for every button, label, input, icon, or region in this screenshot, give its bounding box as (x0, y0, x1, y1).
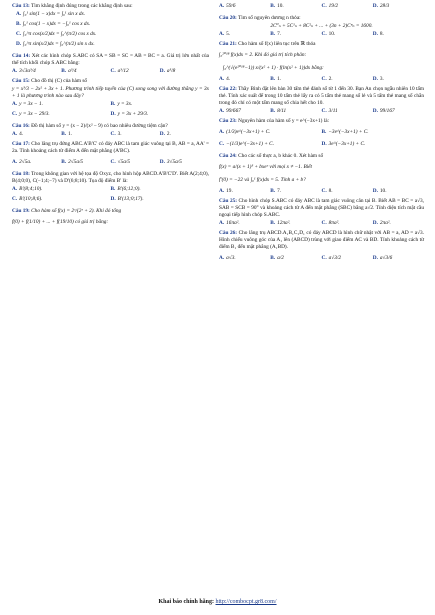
question-text-continued: y = x³/3 − 2x² + 3x + 1. Phương trình tiếp tuyến của (C) song song với đường thẳng y = 3x + 1 là phương trình nào sau đây? (12, 85, 209, 99)
answer-options (219, 31, 424, 38)
question-number: Câu 25: (219, 197, 238, 204)
question-21 (219, 41, 424, 48)
answer-option-d[interactable]: D. 3e^(−3x+1) + C. (321, 140, 366, 147)
question-text: Đồ thị hàm số y = (x − 2)/(x² − 9) có bao nhiêu đường tiệm cận? (31, 122, 168, 129)
question-17 (12, 141, 209, 155)
question-text: Nguyên hàm của hàm số y = e^(−3x+1) là: (238, 117, 330, 124)
answer-option-c[interactable]: C. ∫₀^π cos(x/2)dx = ∫₀^(π/2) cos x dx. (16, 30, 97, 37)
question-number: Câu 24: (219, 152, 237, 159)
option-text: B'(6;12;0). (117, 185, 141, 192)
option-text: 3e^(−3x+1) + C. (328, 140, 366, 147)
answer-options (12, 159, 209, 166)
option-text: 8. (379, 30, 384, 37)
answer-option-a[interactable]: A. 2√5a. (12, 158, 32, 165)
answer-option-c[interactable]: C. y = 3x − 29/3. (12, 110, 50, 117)
footer-label: Khai báo chính hãng: (158, 599, 215, 605)
answer-options (12, 131, 209, 138)
option-text: 5. (226, 30, 231, 37)
option-text: 2√5a. (19, 158, 32, 165)
answer-option-d[interactable]: D. 2. (159, 130, 171, 137)
option-text: y = 3x + 29/3. (117, 110, 149, 117)
option-text: 3. (117, 130, 122, 137)
answer-option-b[interactable]: B. y = 3x. (110, 100, 133, 107)
answer-option-a[interactable]: A. 3√3a³/4 (12, 67, 36, 74)
option-text: 3/11 (328, 107, 338, 114)
option-text: 4. (226, 75, 231, 82)
question-number: Câu 18: (12, 170, 30, 177)
option-text: 99/667 (226, 107, 241, 114)
question-26 (219, 230, 424, 251)
answer-option-b[interactable]: B. 12πa². (270, 219, 291, 226)
option-text: 1. (68, 130, 73, 137)
answer-option-c[interactable]: C. 8. (321, 187, 333, 194)
answer-option-d[interactable]: D. 3. (372, 75, 384, 82)
question-number: Câu 19: (12, 207, 30, 214)
question-14 (12, 53, 209, 67)
answer-option-c[interactable]: C. 3. (110, 130, 122, 137)
option-text: 19. (226, 187, 233, 194)
option-text: −(1/3)e^(−3x+1) + C. (226, 140, 275, 147)
answer-option-d[interactable]: D. 2πa². (372, 219, 391, 226)
option-text: a/2 (277, 254, 284, 261)
question-text: Cho lăng trụ ABCD.A₁B₁C₁D₁ có đáy ABCD là hình chữ nhật với AB = a, AD = a√3. Hình chiếu vuông góc của A₁ lên (ABCD) trùng với giao điểm AC và BD. Tính khoảng cách từ điểm B₁ đến mặt phẳng (A₁BD). (219, 229, 424, 250)
option-text: y = 3x − 1. (19, 100, 43, 107)
answer-options (219, 141, 424, 148)
question-19 (12, 208, 209, 215)
option-text: 8/11 (277, 107, 287, 114)
question-text: Cho hàm số f(x) liên tục trên ℝ thỏa (238, 40, 316, 47)
answer-option-a[interactable]: A. 4. (12, 130, 24, 137)
condition: f'(0) = −22 và ∫₀¹ f(x)dx = 5. Tính a + b? (219, 176, 306, 183)
question-22 (219, 86, 424, 107)
question-text: Tìm số nguyên dương n thỏa: (238, 14, 301, 21)
answer-options (12, 196, 209, 203)
option-text: ∫₀¹ cos(1 − x)dx = −∫₀¹ cos x dx. (22, 20, 91, 27)
answer-option-b[interactable]: B. a³/4 (61, 67, 77, 74)
option-text: ∫₀^π sin(x/2)dx = ∫₀^(π/2) sin x dx. (23, 40, 95, 47)
question-number: Câu 21: (219, 40, 237, 47)
option-text: 28/3 (379, 3, 390, 9)
formula: f(x) = a/(x + 1)³ + bxeˣ với mọi x ≠ −1. Biết (219, 163, 312, 170)
answer-option-a[interactable]: A. y = 3x − 1. (12, 100, 43, 107)
answer-option-c[interactable]: C. 8πa². (321, 219, 340, 226)
option-text: (1/3)e^(−3x+1) + C. (226, 128, 271, 135)
question-text: Trong không gian với hệ tọa độ Oxyz, cho hình hộp ABCD.A'B'C'D'. Biết A(2;4;0), B(4;0;0), C(−1;4;−7) và D'(6;8;10). Tọa độ điểm B' là: (12, 170, 209, 184)
left-column (12, 0, 209, 227)
answer-options (12, 111, 209, 118)
answer-option-a[interactable]: A. 5. (219, 30, 231, 37)
answer-option-b[interactable]: B. B'(6;12;0). (110, 185, 141, 192)
option-text: 3√5a/5 (166, 158, 182, 165)
option-text: a³/4 (68, 67, 77, 74)
question-number: Câu 17: (12, 140, 30, 147)
answer-option-d[interactable]: D. 3√5a/5 (159, 158, 182, 165)
answer-options (219, 108, 424, 115)
answer-option-a[interactable]: A. 4. (219, 75, 231, 82)
answer-option-b[interactable]: B. 2√5a/5 (61, 158, 84, 165)
answer-option-d[interactable]: D. a√3/6 (372, 254, 393, 261)
option-text: 3. (379, 75, 384, 82)
right-column (219, 0, 424, 262)
answer-options (12, 101, 209, 108)
question-number: Câu 13: (12, 3, 30, 9)
option-text: 10. (328, 30, 336, 37)
option-text: 7. (277, 187, 282, 194)
answer-options (219, 188, 424, 195)
answer-option-d[interactable]: D. a³/8 (159, 67, 176, 74)
answer-option-a[interactable]: A. (1/3)e^(−3x+1) + C. (219, 128, 271, 135)
answer-option-b[interactable]: B. 1. (270, 75, 282, 82)
answer-option-b[interactable]: B. −3e^(−3x+1) + C. (321, 128, 369, 135)
option-text: 10. (379, 187, 387, 194)
answer-option-a[interactable]: A. 99/667 (219, 107, 241, 114)
option-text: a³/12 (117, 67, 129, 74)
option-text: 10. (277, 3, 284, 9)
option-text: 59/6 (226, 3, 236, 9)
option-text: 2√5a/5 (68, 158, 84, 165)
question-text: Thầy Bình đặt lên bàn 30 tấm thẻ đánh số từ 1 đến 30. Bạn An chọn ngẫu nhiên 10 tấm thẻ. Tính xác suất để trong 10 tấm thẻ lấy ra có 5 tấm thẻ mang số lẻ và 5 tấm thẻ mang số chẵn trong đó chỉ có một tấm mang số chia hết cho 10. (219, 85, 424, 106)
option-text: 4. (19, 130, 24, 137)
answer-option-b[interactable]: B. 1. (61, 130, 73, 137)
answer-option-c[interactable]: C. −(1/3)e^(−3x+1) + C. (219, 140, 275, 147)
question-number: Câu 26: (219, 229, 238, 236)
question-16 (12, 123, 209, 130)
answer-option-d[interactable]: D. 10. (372, 187, 387, 194)
answer-options (12, 186, 209, 193)
option-text: a√3. (226, 254, 236, 261)
answer-option-a[interactable]: A. 19. (219, 187, 233, 194)
answer-option-d[interactable]: D. ∫₀^π sin(x/2)dx = ∫₀^(π/2) sin x dx. (16, 40, 95, 47)
answer-options (219, 129, 424, 136)
option-text: 16πa². (226, 219, 240, 226)
option-text: 12πa². (277, 219, 291, 226)
answer-option-b[interactable]: B. a/2 (270, 254, 284, 261)
question-text: Cho các số thực a, b khác 0. Xét hàm số (238, 152, 324, 159)
option-text: a³/8 (166, 67, 176, 74)
answer-option-c[interactable]: C. 19/2 (321, 3, 339, 9)
answer-option-d[interactable]: D. 8. (372, 30, 384, 37)
question-text: Tìm khẳng định đúng trong các khẳng định sau: (31, 3, 133, 9)
answer-option-d[interactable]: D. 28/3 (372, 3, 390, 9)
answer-options (219, 255, 424, 262)
question-text: Cho lăng trụ đứng ABC.A'B'C' có đáy ABC là tam giác vuông tại B, AB = a, AA' = 2a. Tính khoảng cách từ điểm A đến mặt phẳng (A'BC). (12, 140, 210, 154)
answer-options-q19 (219, 3, 424, 10)
formula: ∫₀^(√(e²⁰¹⁸−1)) x/(x² + 1) · f(ln(x² + 1))dx bằng: (223, 64, 324, 71)
answer-options (219, 220, 424, 227)
question-number: Câu 22: (219, 85, 237, 92)
answer-option-a[interactable]: A. ∫₀¹ sin(1 − x)dx = ∫₀¹ sin x dx. (16, 10, 86, 17)
answer-option-b[interactable]: B. 7. (270, 187, 282, 194)
answer-option-a[interactable]: A. B'(8;4;10). (12, 185, 43, 192)
question-text: Cho đồ thị (C) của hàm số (31, 77, 88, 84)
answer-option-c[interactable]: C. 10. (321, 30, 336, 37)
question-text: Cho hình chóp S.ABC có đáy ABC là tam giác vuông cân tại B. Biết AB = BC = a√3, SAB = SCB = 90° và khoảng cách từ A đến mặt phẳng (SBC) bằng a√2. Tính diện tích mặt cầu ngoại tiếp hình chóp S.ABC. (219, 197, 424, 218)
answer-options (219, 76, 424, 83)
question-number: Câu 14: (12, 52, 31, 59)
question-18 (12, 171, 209, 185)
answer-option-c[interactable]: C. a³/12 (110, 67, 129, 74)
footer-link[interactable]: http://combocpt.gr8.com/ (215, 599, 277, 605)
answer-option-a[interactable]: A. a√3. (219, 254, 236, 261)
question-text: Xét các hình chóp S.ABC có SA = SB = SC = AB = BC = a. Giá trị lớn nhất của thể tích khối chóp S.ABC bằng: (12, 52, 209, 66)
option-text: 2. (328, 75, 333, 82)
option-text: 99/167 (379, 107, 395, 114)
answer-option-d[interactable]: D. 99/167 (372, 107, 395, 114)
option-text: −3e^(−3x+1) + C. (328, 128, 369, 135)
answer-option-b[interactable]: B. 8/11 (270, 107, 287, 114)
option-text: 2. (166, 130, 171, 137)
formula: 2C⁰ₙ + 5C¹ₙ + 8C²ₙ + ... + (3n + 2)Cⁿₙ = 1600. (270, 22, 373, 29)
answer-option-c[interactable]: C. √5a/5 (110, 158, 130, 165)
option-text: B'(10;8;6). (19, 195, 43, 202)
option-text: 8πa². (328, 219, 340, 226)
answer-option-c[interactable]: C. B'(10;8;6). (12, 195, 43, 202)
question-text-continued: f(0) + f(1/10) + ... + f(19/10) có giá trị bằng: (12, 218, 109, 225)
option-text: a√3/6 (379, 254, 393, 261)
question-25 (219, 198, 424, 219)
option-text: y = 3x. (117, 100, 133, 107)
answer-options (12, 68, 209, 75)
option-text: 3√3a³/4 (19, 67, 36, 74)
answer-option-d[interactable]: D. y = 3x + 29/3. (110, 110, 149, 117)
question-number: Câu 16: (12, 122, 30, 129)
answer-option-c[interactable]: C. 2. (321, 75, 333, 82)
question-number: Câu 23: (219, 117, 237, 124)
question-number: Câu 15: (12, 77, 30, 84)
question-23 (219, 118, 424, 125)
answer-option-b[interactable]: B. 7. (270, 30, 282, 37)
answer-option-d[interactable]: D. B'(13;0;17). (110, 195, 144, 202)
question-13 (12, 3, 209, 10)
answer-option-b[interactable]: B. 10. (270, 3, 284, 9)
option-text: y = 3x − 29/3. (19, 110, 50, 117)
question-number: Câu 20: (219, 14, 237, 21)
option-text: B'(13;0;17). (117, 195, 144, 202)
answer-option-c[interactable]: C. a√3/2 (321, 254, 341, 261)
answer-option-a[interactable]: A. 16πa². (219, 219, 240, 226)
answer-option-a[interactable]: A. 59/6 (219, 3, 236, 9)
option-text: ∫₀¹ sin(1 − x)dx = ∫₀¹ sin x dx. (23, 10, 86, 17)
page-footer (0, 599, 435, 605)
option-text: √5a/5 (117, 158, 130, 165)
condition: ∫₀²⁰¹⁸ f(x)dx = 2. Khi đó giá trị tích phân: (219, 51, 307, 58)
option-text: 19/2 (328, 3, 339, 9)
option-text: a√3/2 (328, 254, 341, 261)
answer-option-b[interactable]: B. ∫₀¹ cos(1 − x)dx = −∫₀¹ cos x dx. (16, 20, 91, 27)
option-text: 7. (277, 30, 282, 37)
option-text: 8. (328, 187, 333, 194)
question-15 (12, 78, 209, 85)
question-text: Cho hàm số f(x) = 2ˣ/(2ˣ + 2). Khi đó tổng (31, 207, 122, 214)
question-24 (219, 153, 424, 160)
option-text: 2πa². (379, 219, 391, 226)
option-text: B'(8;4;10). (19, 185, 43, 192)
question-20 (219, 15, 424, 22)
option-text: 1. (277, 75, 282, 82)
option-text: ∫₀^π cos(x/2)dx = ∫₀^(π/2) cos x dx. (23, 30, 97, 37)
answer-option-c[interactable]: C. 3/11 (321, 107, 338, 114)
